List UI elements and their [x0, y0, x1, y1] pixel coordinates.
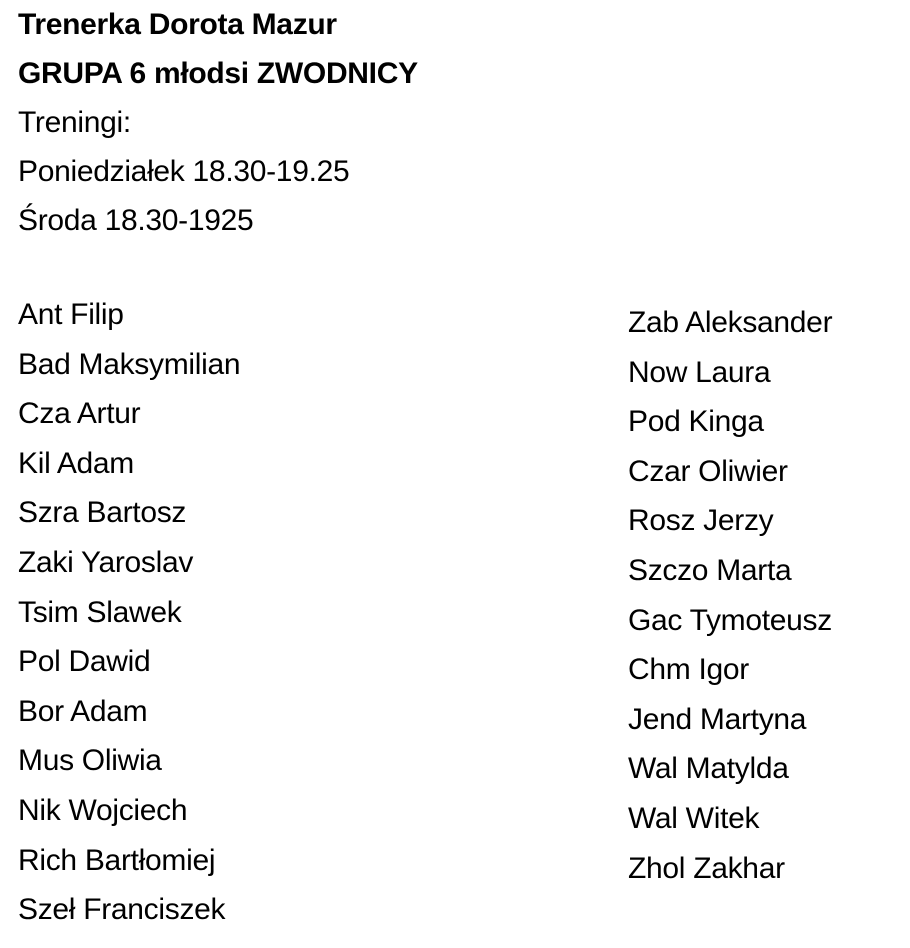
roster-name: Rich Bartłomiej: [18, 843, 216, 877]
roster-right-column: [628, 298, 832, 893]
group-title: GRUPA 6 młodsi ZWODNICY: [18, 57, 418, 90]
training-monday: Poniedziałek 18.30-19.25: [18, 155, 350, 188]
training-wednesday: Środa 18.30-1925: [18, 204, 254, 237]
roster-name: Zab Aleksander: [628, 306, 833, 339]
trainings-label: Treningi:: [18, 106, 131, 139]
roster-name: Chm Igor: [628, 653, 749, 687]
roster-name: Ant Filip: [18, 298, 124, 331]
coach-name: Trenerka Dorota Mazur: [18, 8, 337, 41]
roster-name: Zaki Yaroslav: [18, 545, 194, 579]
roster-name: Pol Dawid: [18, 645, 151, 679]
roster-name: Rosz Jerzy: [628, 504, 774, 538]
roster-name: Kil Adam: [18, 446, 134, 480]
document-header: [18, 0, 898, 245]
roster-name: Tsim Slawek: [18, 595, 182, 629]
roster-name: Wal Witek: [628, 801, 760, 835]
roster-name: Szra Bartosz: [18, 496, 187, 530]
roster-name: Zhol Zakhar: [628, 851, 785, 885]
roster-name: Czar Oliwier: [628, 454, 788, 488]
roster-name: Cza Artur: [18, 397, 141, 431]
roster-name: Szczo Marta: [628, 553, 792, 587]
roster-name: Szeł Franciszek: [18, 893, 226, 927]
roster-name: Bor Adam: [18, 694, 148, 728]
roster-name: Mus Oliwia: [18, 744, 162, 778]
roster-name: Bad Maksymilian: [18, 347, 241, 381]
roster-name: Jend Martyna: [628, 702, 807, 736]
roster-name: Gac Tymoteusz: [628, 603, 832, 637]
roster-left-column: [18, 290, 240, 935]
roster-name: Now Laura: [628, 355, 771, 389]
roster-name: Pod Kinga: [628, 405, 764, 439]
roster-name: Nik Wojciech: [18, 793, 188, 827]
roster-name: Wal Matylda: [628, 752, 789, 786]
